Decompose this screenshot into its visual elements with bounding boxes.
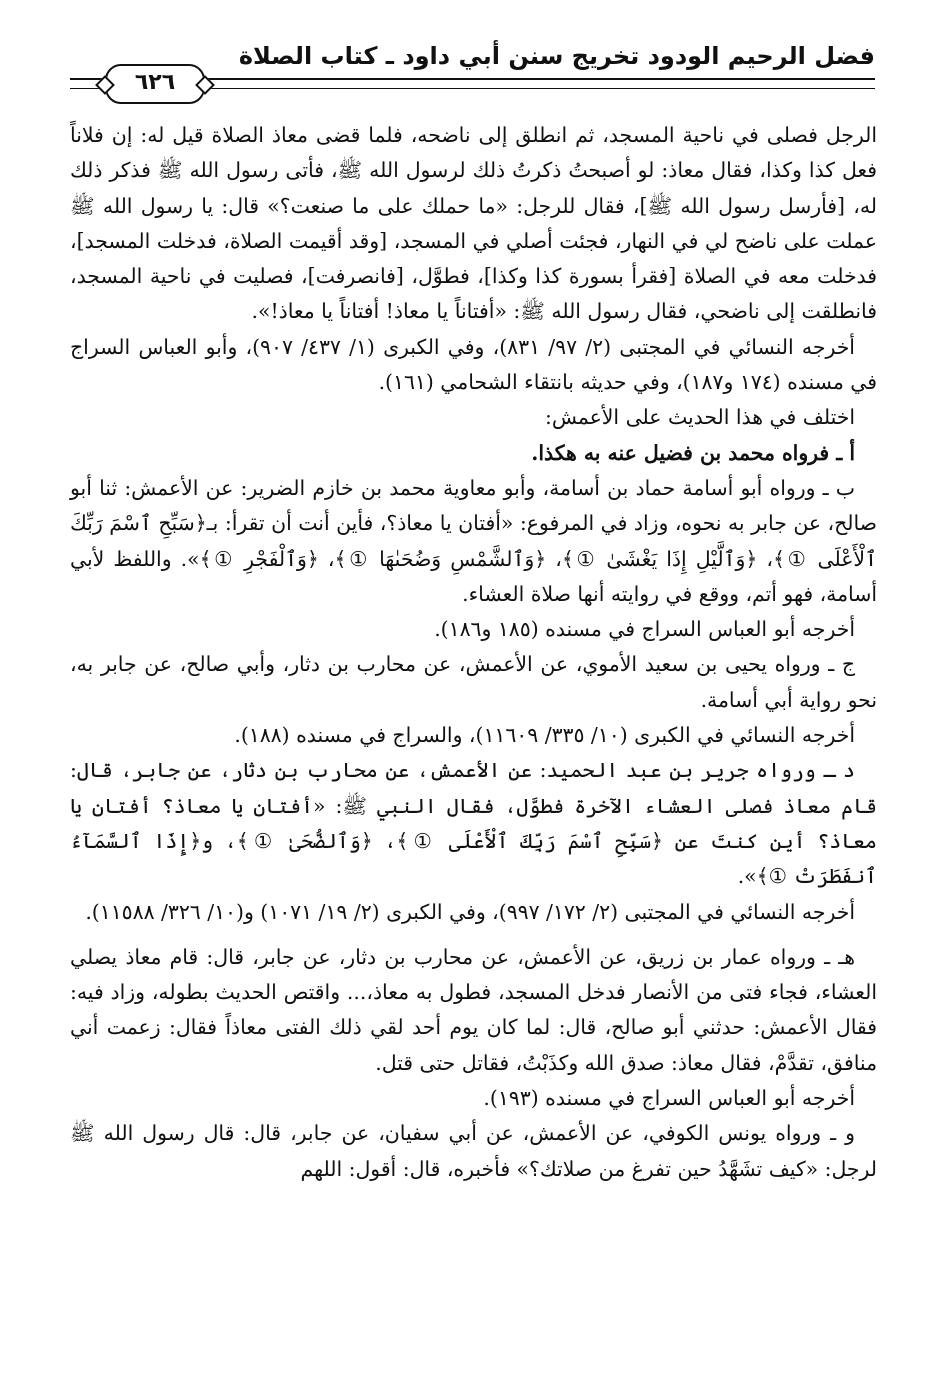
running-head: فضل الرحيم الودود تخريج سنن أبي داود ـ كتاب الصلاة [238,42,875,70]
paragraph: أخرجه النسائي في المجتبى (٢/ ١٧٢/ ٩٩٧)، وفي الكبرى (٢/ ١٩/ ١٠٧١) و(١٠/ ٣٢٦/ ١١٥٨٨). [85,899,855,924]
paragraph: أخرجه أبو العباس السراج في مسنده (١٨٥ و١٨٦). [434,617,855,642]
paragraph: أخرجه النسائي في المجتبى (٢/ ٩٧/ ٨٣١)، وفي الكبرى (١/ ٤٣٧/ ٩٠٧)، وأبو العباس السراج في مسنده (١٧٤ و١٨٧)، وفي حديثه بانتقاء الشحامي (١٦١). [70,334,877,395]
paragraph: د ـ ورواه جرير بن عبد الحميد: عن الأعمش، عن محارب بن دثار، عن جابر، قال: قام معاذ فصلى العشاء الآخرة فطوَّل، فقال النبي ﷺ: «أفتان يا معاذ؟ أفتان يا معاذ؟ أين كنتَ عن ﴿سَبِّحِ ٱسْمَ رَبِّكَ ٱلْأَعْلَى ①﴾، ﴿وَٱلضُّحَىٰ ①﴾، و﴿إِذَا ٱلسَّمَآءُ ٱنفَطَرَتْ ①﴾». [70,758,877,889]
paragraph: أخرجه النسائي في الكبرى (١٠/ ٣٣٥/ ١١٦٠٩)، والسراج في مسنده (١٨٨). [234,723,855,748]
paragraph: الرجل فصلى في ناحية المسجد، ثم انطلق إلى ناضحه، فلما قضى معاذ الصلاة قيل له: إن فلاناً فعل كذا وكذا، فقال معاذ: لو أصبحتُ ذكرتُ ذلك لرسول الله ﷺ، فأتى رسول الله ﷺ فذكر ذلك له، [فأرسل رسول الله ﷺ]، فقال للرجل: «ما حملك على ما صنعت؟» قال: يا رسول الله ﷺ عملت على ناضح لي في النهار، فجئت أصلي في المسجد، [وقد أقيمت الصلاة، فدخلت المسجد]، فدخلت معه في الصلاة [فقرأ بسورة كذا وكذا]، فطوَّل، [فانصرفت]، فصليت في ناحية المسجد، فانطلقت إلى ناضحي، فقال رسول الله ﷺ: «أفتاناً يا معاذ! أفتاناً يا معاذ!». [70,123,877,324]
paragraph: ج ـ ورواه يحيى بن سعيد الأموي، عن الأعمش، عن محارب بن دثار، وأبي صالح، عن جابر به، نحو رواية أبي أسامة. [70,652,877,712]
paragraph: اختلف في هذا الحديث على الأعمش: [544,405,855,430]
paragraph: أ ـ فرواه محمد بن فضيل عنه به هكذا. [531,440,855,465]
paragraph: ب ـ ورواه أبو أسامة حماد بن أسامة، وأبو معاوية محمد بن خازم الضرير: عن الأعمش: ثنا أبو صالح، عن جابر به نحوه، وزاد في المرفوع: «أفتان يا معاذ؟، فأين أنت أن تقرأ: بـ﴿سَبِّحِ ٱسْمَ رَبِّكَ ٱلْأَعْلَى ①﴾، ﴿وَٱلَّيْلِ إِذَا يَغْشَىٰ ①﴾، ﴿وَٱلشَّمْسِ وَضُحَىٰهَا ①﴾، ﴿وَٱلْفَجْرِ ①﴾». واللفظ لأبي أسامة، فهو أتم، ووقع في روايته أنها صلاة العشاء. [70,475,877,606]
paragraph: أخرجه أبو العباس السراج في مسنده (١٩٣). [483,1086,855,1111]
page-number: ٦٢٦ [105,64,205,104]
paragraph: و ـ ورواه يونس الكوفي، عن الأعمش، عن أبي سفيان، عن جابر، قال: قال رسول الله ﷺ لرجل: «كيف تشَهَّدُ حين تفرغ من صلاتك؟» فأخبره، قال: أقول: اللهم [70,1121,877,1181]
body-text [70,118,877,1187]
paragraph: هـ ـ ورواه عمار بن زريق، عن الأعمش، عن محارب بن دثار، عن جابر، قال: قام معاذ يصلي العشاء، فجاء فتى من الأنصار فدخل المسجد، فطول به معاذ،... واقتص الحديث بطوله، وزاد فيه: فقال الأعمش: حدثني أبو صالح، قال: لما كان يوم أحد لقي ذلك الفتى معاذاً فقال: زعمت أني منافق، تقدَّمْ، فقال معاذ: صدق الله وكذَبْتُ، فقاتل حتى قتل. [70,944,877,1075]
